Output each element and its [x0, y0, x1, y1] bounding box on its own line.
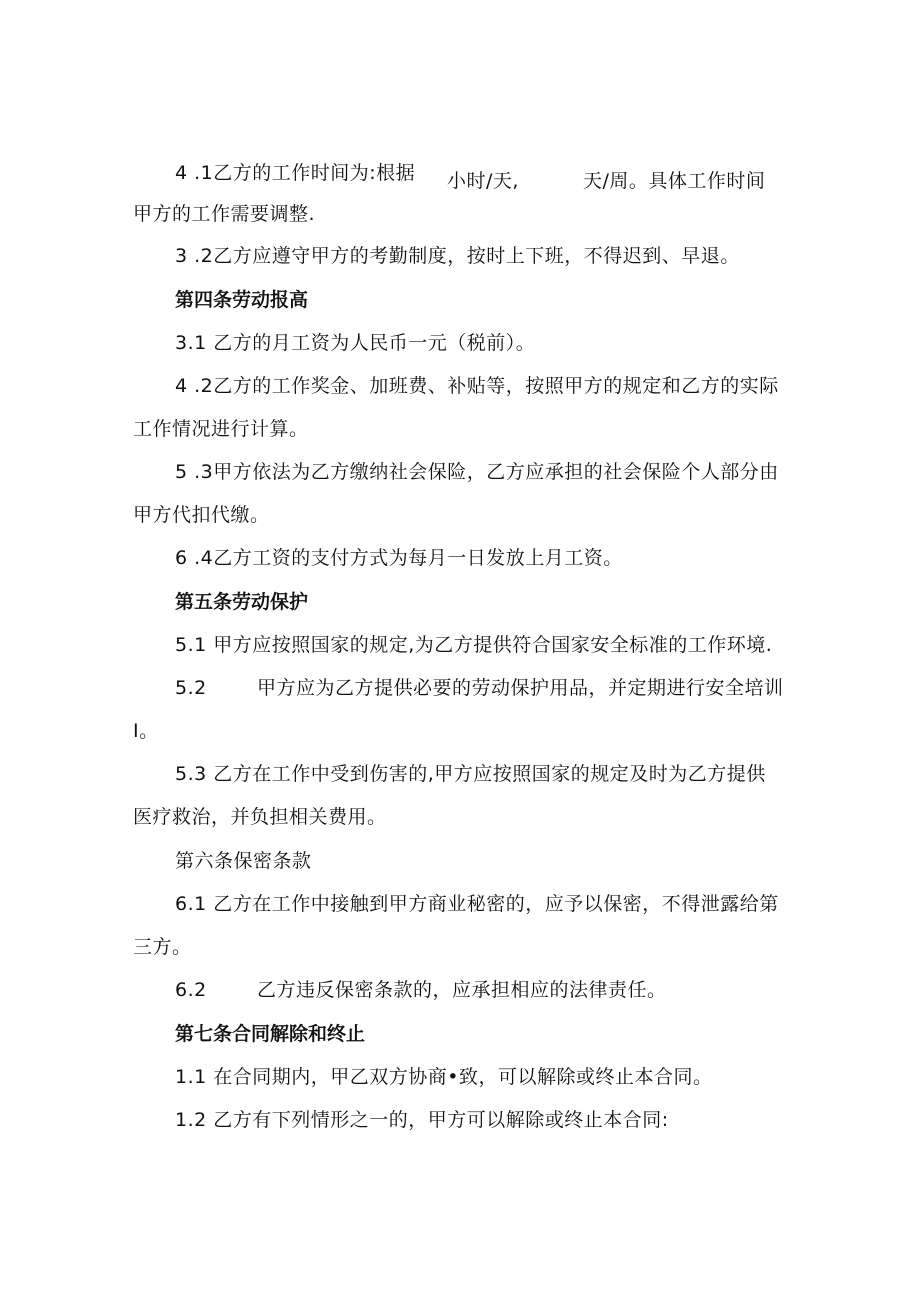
clause-5-3: 5 .3甲方依法为乙方缴纳社会保险，乙方应承担的社会保险个人部分由: [175, 461, 779, 483]
clause-1-2: 1.2 乙方有下列情形之一的，甲方可以解除或终止本合同:: [175, 1109, 669, 1131]
section-heading-6: 第六条保密条款: [175, 850, 312, 872]
clause-6-1-continued: 三方。: [133, 936, 192, 958]
section-heading-5: 第五条劳动保护: [175, 591, 309, 613]
clause-5-2: 甲方应为乙方提供必要的劳动保护用品，并定期进行安全培训: [257, 677, 784, 699]
clause-3-1: 3.1 乙方的月工资为人民币一元（税前）。: [175, 332, 536, 354]
clause-6-1: 6.1 乙方在工作中接触到甲方商业秘密的，应予以保密，不得泄露给第: [175, 893, 779, 915]
clause-4-1-continued: 甲方的工作需要调整.: [133, 203, 316, 225]
clause-4-1-part-c: 天/周。具体工作时间: [583, 170, 766, 192]
clause-4-1-part-a: 4 .1乙方的工作时间为:根据: [175, 162, 416, 184]
clause-5-2-number: 5.2: [175, 677, 207, 699]
clause-5-3-continued: 甲方代扣代缴。: [133, 504, 270, 526]
clause-6-4: 6 .4乙方工资的支付方式为每月一日发放上月工资。: [175, 547, 623, 569]
clause-4-2: 4 .2乙方的工作奖金、加班费、补贴等，按照甲方的规定和乙方的实际: [175, 375, 779, 397]
section-heading-7: 第七条合同解除和终止: [175, 1023, 366, 1045]
clause-5-3-protection: 5.3 乙方在工作中受到伤害的,甲方应按照国家的规定及时为乙方提供: [175, 763, 766, 785]
clause-5-2-continued: I。: [133, 720, 159, 742]
clause-3-2: 3 .2乙方应遵守甲方的考勤制度，按时上下班，不得迟到、早退。: [175, 245, 740, 267]
clause-4-1-part-b: 小时/天,: [447, 170, 519, 192]
clause-5-1: 5.1 甲方应按照国家的规定,为乙方提供符合国家安全标准的工作环境.: [175, 634, 773, 656]
clause-6-2: 乙方违反保密条款的，应承担相应的法律责任。: [257, 979, 667, 1001]
clause-4-2-continued: 工作情况进行计算。: [133, 418, 309, 440]
clause-6-2-number: 6.2: [175, 979, 207, 1001]
section-heading-4: 第四条劳动报高: [175, 289, 309, 311]
clause-5-3-protection-continued: 医疗救治，并负担相关费用。: [133, 806, 387, 828]
clause-1-1: 1.1 在合同期内，甲乙双方协商•致，可以解除或终止本合同。: [175, 1066, 713, 1088]
